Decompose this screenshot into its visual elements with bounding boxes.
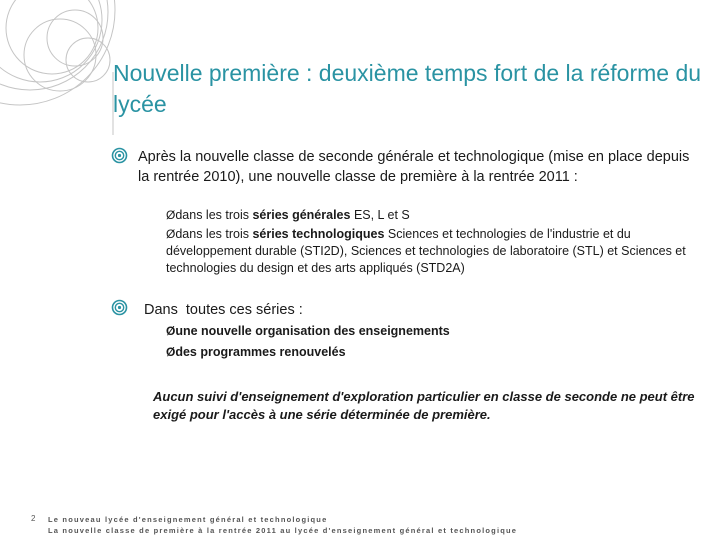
target-bullet-icon — [111, 147, 128, 164]
arrow-bullet-icon: Ø — [166, 227, 176, 241]
slide-title: Nouvelle première : deuxième temps fort de la réforme du lycée — [113, 60, 702, 117]
footer-line-2: La nouvelle classe de première à la rentrée 2011 au lycée d'enseignement général et technologique — [48, 526, 518, 535]
bullet-1-sub-1: Ødans les trois séries générales ES, L et S — [166, 208, 410, 222]
bullet-1-text: Après la nouvelle classe de seconde générale et technologique (mise en place depuis la rentrée 2010), une nouvelle classe de première à la rentrée 2011 : — [138, 149, 690, 185]
bullet-1-sub-2: Ødans les trois séries technologiques Sciences et technologies de l'industrie et du développement durable (STI2D), Sciences et technologies de laboratoire (STL) et Sciences et technologies du design et des arts appliqués (STD2A) — [166, 227, 686, 275]
arrow-bullet-icon: Ø — [166, 324, 176, 338]
arrow-bullet-icon: Ø — [166, 345, 176, 359]
page-number: 2 — [31, 514, 36, 523]
bullet-2-sub-2: Ødes programmes renouvelés — [166, 345, 346, 359]
bullet-2-text: Dans toutes ces séries : — [144, 302, 303, 318]
footer-line-1: Le nouveau lycée d'enseignement général et technologique — [48, 515, 328, 524]
bullet-2-sub-1: Øune nouvelle organisation des enseignements — [166, 324, 450, 338]
note-text: Aucun suivi d'enseignement d'exploration particulier en classe de seconde ne peut être exigé pour l'accès à une série déterminée de première. — [153, 389, 695, 422]
arrow-bullet-icon: Ø — [166, 208, 176, 222]
target-bullet-icon — [111, 299, 128, 316]
